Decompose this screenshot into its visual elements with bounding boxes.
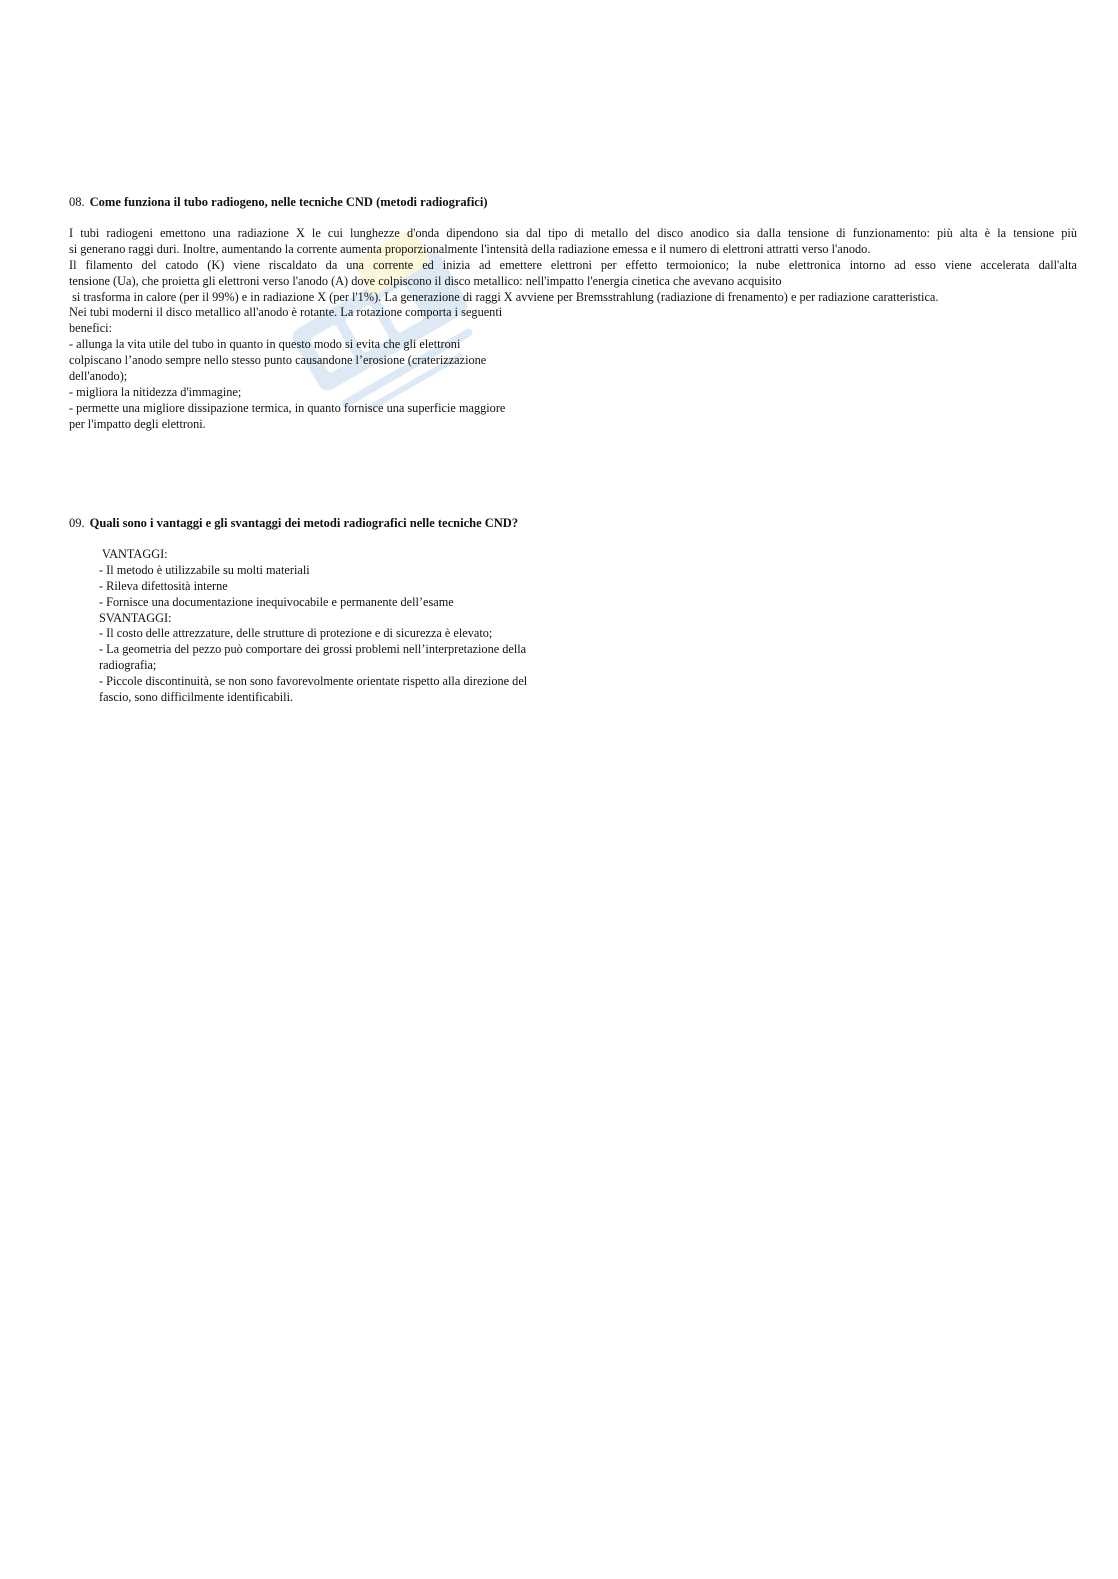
question-08-title: Come funziona il tubo radiogeno, nelle tecniche CND (metodi radiografici) — [89, 195, 488, 209]
answer-line: si trasforma in calore (per il 99%) e in radiazione X (per l'1%). La generazione di raggi X avviene per Bremsstrahlung (radiazione di frenamento) e per radiazione caratteristica. — [69, 289, 939, 304]
question-09-heading — [69, 515, 518, 531]
answer-line: - allunga la vita utile del tubo in quanto in questo modo si evita che gli elettroni — [69, 337, 461, 352]
answer-line: per l'impatto degli elettroni. — [69, 416, 206, 431]
answer-line: I tubi radiogeni emettono una radiazione X le cui lunghezze d'onda dipendono sia dal tipo di metallo del disco anodico sia dalla tensione di funzionamento: più alta è la tensione più — [69, 226, 1077, 240]
answer-line: colpiscano l’anodo sempre nello stesso punto causandone l’erosione (craterizzazione — [69, 353, 487, 368]
question-08-heading — [69, 194, 488, 210]
answer-line: si generano raggi duri. Inoltre, aumentando la corrente aumenta proporzionalmente l'intensità della radiazione emessa e il numero di elettroni attratti verso l'anodo. — [69, 241, 871, 256]
answer-line: - Piccole discontinuità, se non sono favorevolmente orientate rispetto alla direzione del — [99, 674, 528, 689]
answer-line: fascio, sono difficilmente identificabili. — [99, 690, 294, 705]
question-08-number: 08. — [69, 195, 85, 209]
answer-line: - Rileva difettosità interne — [99, 578, 228, 593]
answer-line: - Fornisce una documentazione inequivocabile e permanente dell’esame — [99, 594, 454, 609]
question-09-answer — [99, 547, 527, 706]
answer-line: - La geometria del pezzo può comportare dei grossi problemi nell’interpretazione della — [99, 642, 527, 657]
question-09-title: Quali sono i vantaggi e gli svantaggi dei metodi radiografici nelle tecniche CND? — [89, 516, 519, 530]
answer-line: Nei tubi moderni il disco metallico all'anodo è rotante. La rotazione comporta i seguenti — [69, 305, 503, 320]
answer-line: dell'anodo); — [69, 369, 128, 384]
answer-line: benefici: — [69, 321, 113, 336]
answer-line: tensione (Ua), che proietta gli elettroni verso l'anodo (A) dove colpiscono il disco metallico: nell'impatto l'energia cinetica che avevano acquisito — [69, 273, 782, 288]
answer-line: SVANTAGGI: — [99, 610, 172, 625]
answer-line: Il filamento del catodo (K) viene riscaldato da una corrente ed inizia ad emettere elettroni per effetto termoionico; la nube elettronica intorno ad esso viene accelerata dall'alta — [69, 257, 1077, 272]
question-08-answer — [69, 226, 1077, 433]
answer-line: - Il metodo è utilizzabile su molti materiali — [99, 562, 310, 577]
answer-line: - migliora la nitidezza d'immagine; — [69, 384, 242, 399]
question-09-number: 09. — [69, 516, 85, 530]
answer-line: - permette una migliore dissipazione termica, in quanto fornisce una superficie maggiore — [69, 400, 506, 415]
answer-line: VANTAGGI: — [99, 547, 168, 561]
answer-line: - Il costo delle attrezzature, delle strutture di protezione e di sicurezza è elevato; — [99, 626, 493, 641]
answer-line: radiografia; — [99, 658, 157, 673]
